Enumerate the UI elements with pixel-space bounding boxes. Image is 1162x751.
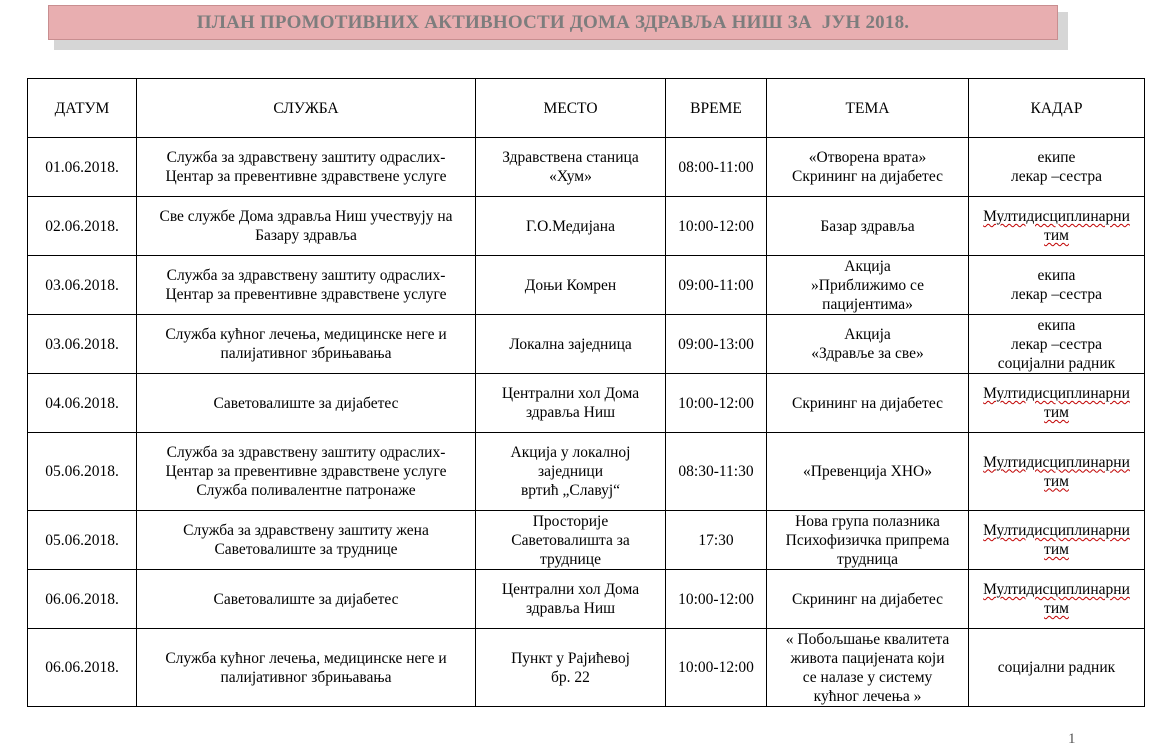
cell-staff-line: тим — [1044, 541, 1069, 558]
table-row — [28, 256, 1145, 315]
header-place: МЕСТО — [476, 79, 666, 138]
cell-staff — [969, 570, 1145, 629]
cell-staff — [969, 629, 1145, 707]
header-staff: КАДАР — [969, 79, 1145, 138]
cell-service-line: Базару здравља — [255, 227, 357, 244]
cell-topic-line: Скрининг на дијабетес — [792, 590, 943, 608]
cell-topic-line: «Превенција ХНО» — [803, 463, 932, 480]
cell-service — [137, 433, 476, 511]
cell-topic — [767, 256, 969, 315]
cell-staff — [969, 374, 1145, 433]
cell-place-line: Доњи Комрен — [524, 276, 617, 294]
cell-topic-line: « Побољшање квалитета — [785, 630, 950, 648]
cell-date: 04.06.2018. — [28, 374, 137, 433]
cell-staff — [969, 138, 1145, 197]
table-body — [28, 138, 1145, 707]
cell-place — [476, 511, 666, 570]
cell-place-line: бр. 22 — [551, 668, 590, 686]
cell-place-line: Централни хол Дома — [501, 385, 640, 402]
cell-service-line: Центар за превентивне здравствене услуге — [165, 286, 447, 303]
page-number: 1 — [1068, 731, 1076, 747]
header-row — [28, 79, 1145, 138]
cell-place-line: заједници — [537, 463, 604, 480]
cell-staff-line: тим — [1044, 600, 1069, 617]
cell-topic — [767, 629, 969, 707]
cell-staff-line: екипе — [1037, 149, 1076, 166]
cell-staff-line: социјални радник — [997, 354, 1116, 372]
cell-service-line: Све службе Дома здравља Ниш учествују на — [159, 208, 453, 225]
cell-staff-line: социјални радник — [997, 659, 1116, 676]
cell-place — [476, 256, 666, 315]
cell-date: 06.06.2018. — [28, 629, 137, 707]
cell-staff — [969, 433, 1145, 511]
cell-time: 10:00-12:00 — [666, 197, 767, 256]
cell-place-line: Здравствена станица — [502, 149, 639, 166]
table-row — [28, 511, 1145, 570]
cell-service-line: палијативног збрињавања — [220, 345, 392, 362]
table-row — [28, 629, 1145, 707]
title-banner — [48, 5, 1058, 40]
cell-service-line: Саветовалиште за дијабетес — [213, 394, 399, 412]
cell-staff — [969, 256, 1145, 315]
cell-service — [137, 197, 476, 256]
cell-time: 08:00-11:00 — [666, 138, 767, 197]
cell-service-line: Служба за здравствену заштиту жена — [183, 522, 429, 539]
cell-topic-line: Акција — [844, 326, 891, 343]
cell-topic-line: трудница — [837, 550, 898, 568]
cell-service-line: Служба поливалентне патронаже — [196, 482, 416, 499]
cell-place-line: здравља Ниш — [525, 600, 616, 617]
cell-time: 17:30 — [666, 511, 767, 570]
cell-service-line: Центар за превентивне здравствене услуге — [165, 168, 447, 185]
table-row — [28, 570, 1145, 629]
cell-time: 09:00-11:00 — [666, 256, 767, 315]
cell-place-line: Акција у локалној — [510, 444, 631, 461]
cell-service — [137, 374, 476, 433]
cell-topic — [767, 315, 969, 374]
cell-date: 06.06.2018. — [28, 570, 137, 629]
cell-staff-line: Мултидисциплинарни — [983, 208, 1130, 225]
table-row — [28, 197, 1145, 256]
cell-staff-line: екипа — [1037, 316, 1076, 334]
table-row — [28, 433, 1145, 511]
header-time: ВРЕМЕ — [666, 79, 767, 138]
cell-staff-line: Мултидисциплинарни — [983, 385, 1130, 402]
cell-service-line: Саветовалиште за труднице — [214, 541, 398, 558]
cell-service-line: Служба кућног лечења, медицинске неге и — [165, 649, 447, 667]
cell-service-line: Служба за здравствену заштиту одраслих- — [166, 149, 446, 166]
cell-staff — [969, 315, 1145, 374]
cell-place-line: Централни хол Дома — [501, 581, 640, 598]
table-row — [28, 138, 1145, 197]
cell-service-line: Служба за здравствену заштиту одраслих- — [166, 267, 446, 284]
cell-place-line: Локална заједница — [509, 335, 632, 353]
cell-staff-line: Мултидисциплинарни — [983, 453, 1130, 471]
cell-staff-line: Мултидисциплинарни — [983, 522, 1130, 539]
cell-topic-line: »Приближимо се — [811, 276, 924, 294]
cell-topic-line: Скрининг на дијабетес — [792, 168, 943, 185]
cell-place — [476, 629, 666, 707]
cell-place — [476, 138, 666, 197]
cell-topic-line: живота пацијената који — [790, 649, 945, 667]
cell-service — [137, 570, 476, 629]
cell-topic — [767, 374, 969, 433]
cell-topic-line: пацијентима» — [822, 295, 913, 313]
cell-place — [476, 374, 666, 433]
cell-staff-line: екипа — [1037, 267, 1076, 284]
cell-staff — [969, 197, 1145, 256]
cell-topic — [767, 511, 969, 570]
cell-time: 10:00-12:00 — [666, 374, 767, 433]
cell-place — [476, 197, 666, 256]
cell-place-line: труднице — [540, 550, 601, 568]
cell-topic-line: Скрининг на дијабетес — [792, 394, 943, 412]
activities-table — [27, 78, 1145, 707]
cell-place-line: Г.О.Медијана — [526, 217, 615, 235]
cell-place-line: Просторије — [532, 512, 609, 530]
cell-place — [476, 315, 666, 374]
cell-service — [137, 629, 476, 707]
cell-topic-line: Акција — [844, 257, 891, 275]
cell-topic — [767, 138, 969, 197]
cell-place-line: вртић „Славуј“ — [520, 482, 621, 499]
cell-service-line: Центар за превентивне здравствене услуге — [165, 463, 447, 480]
cell-staff — [969, 511, 1145, 570]
cell-staff-line: лекар –сестра — [1011, 335, 1102, 353]
cell-topic-line: «Отворена врата» — [808, 149, 927, 166]
cell-place — [476, 570, 666, 629]
page-title: ПЛАН ПРОМОТИВНИХ АКТИВНОСТИ ДОМА ЗДРАВЉА НИШ ЗА ЈУН 2018. — [196, 11, 910, 33]
cell-service — [137, 256, 476, 315]
cell-topic-line: «Здравље за све» — [811, 345, 924, 362]
cell-topic-line: се налазе у систему — [802, 668, 933, 686]
cell-place-line: «Хум» — [549, 168, 592, 185]
cell-date: 03.06.2018. — [28, 256, 137, 315]
cell-topic — [767, 570, 969, 629]
cell-staff-line: лекар –сестра — [1011, 168, 1102, 185]
cell-staff-line: тим — [1044, 472, 1069, 490]
header-date: ДАТУМ — [28, 79, 137, 138]
cell-service — [137, 315, 476, 374]
cell-service-line: Служба кућног лечења, медицинске неге и — [165, 326, 447, 343]
cell-place — [476, 433, 666, 511]
cell-date: 02.06.2018. — [28, 197, 137, 256]
cell-place-line: Пункт у Рајићевој — [511, 649, 630, 667]
cell-time: 10:00-12:00 — [666, 629, 767, 707]
cell-date: 05.06.2018. — [28, 433, 137, 511]
cell-date: 03.06.2018. — [28, 315, 137, 374]
table-row — [28, 315, 1145, 374]
cell-topic — [767, 433, 969, 511]
cell-date: 01.06.2018. — [28, 138, 137, 197]
cell-service — [137, 511, 476, 570]
cell-topic-line: Психофизичка припрема — [785, 531, 950, 549]
cell-time: 08:30-11:30 — [666, 433, 767, 511]
cell-service-line: Служба за здравствену заштиту одраслих- — [166, 444, 446, 461]
cell-service-line: Саветовалиште за дијабетес — [213, 590, 399, 608]
cell-staff-line: Мултидисциплинарни — [983, 581, 1130, 598]
cell-topic-line: Базар здравља — [820, 217, 915, 235]
cell-date: 05.06.2018. — [28, 511, 137, 570]
cell-topic-line: Нова група полазника — [795, 512, 940, 530]
cell-staff-line: тим — [1044, 227, 1069, 244]
cell-place-line: Саветовалишта за — [511, 531, 630, 549]
cell-time: 10:00-12:00 — [666, 570, 767, 629]
cell-topic — [767, 197, 969, 256]
header-service: СЛУЖБА — [137, 79, 476, 138]
cell-service-line: палијативног збрињавања — [220, 668, 392, 686]
cell-time: 09:00-13:00 — [666, 315, 767, 374]
cell-topic-line: кућног лечења » — [813, 687, 922, 705]
header-topic: ТЕМА — [767, 79, 969, 138]
cell-staff-line: тим — [1044, 404, 1069, 421]
cell-service — [137, 138, 476, 197]
cell-staff-line: лекар –сестра — [1011, 286, 1102, 303]
cell-place-line: здравља Ниш — [525, 404, 616, 421]
table-row — [28, 374, 1145, 433]
